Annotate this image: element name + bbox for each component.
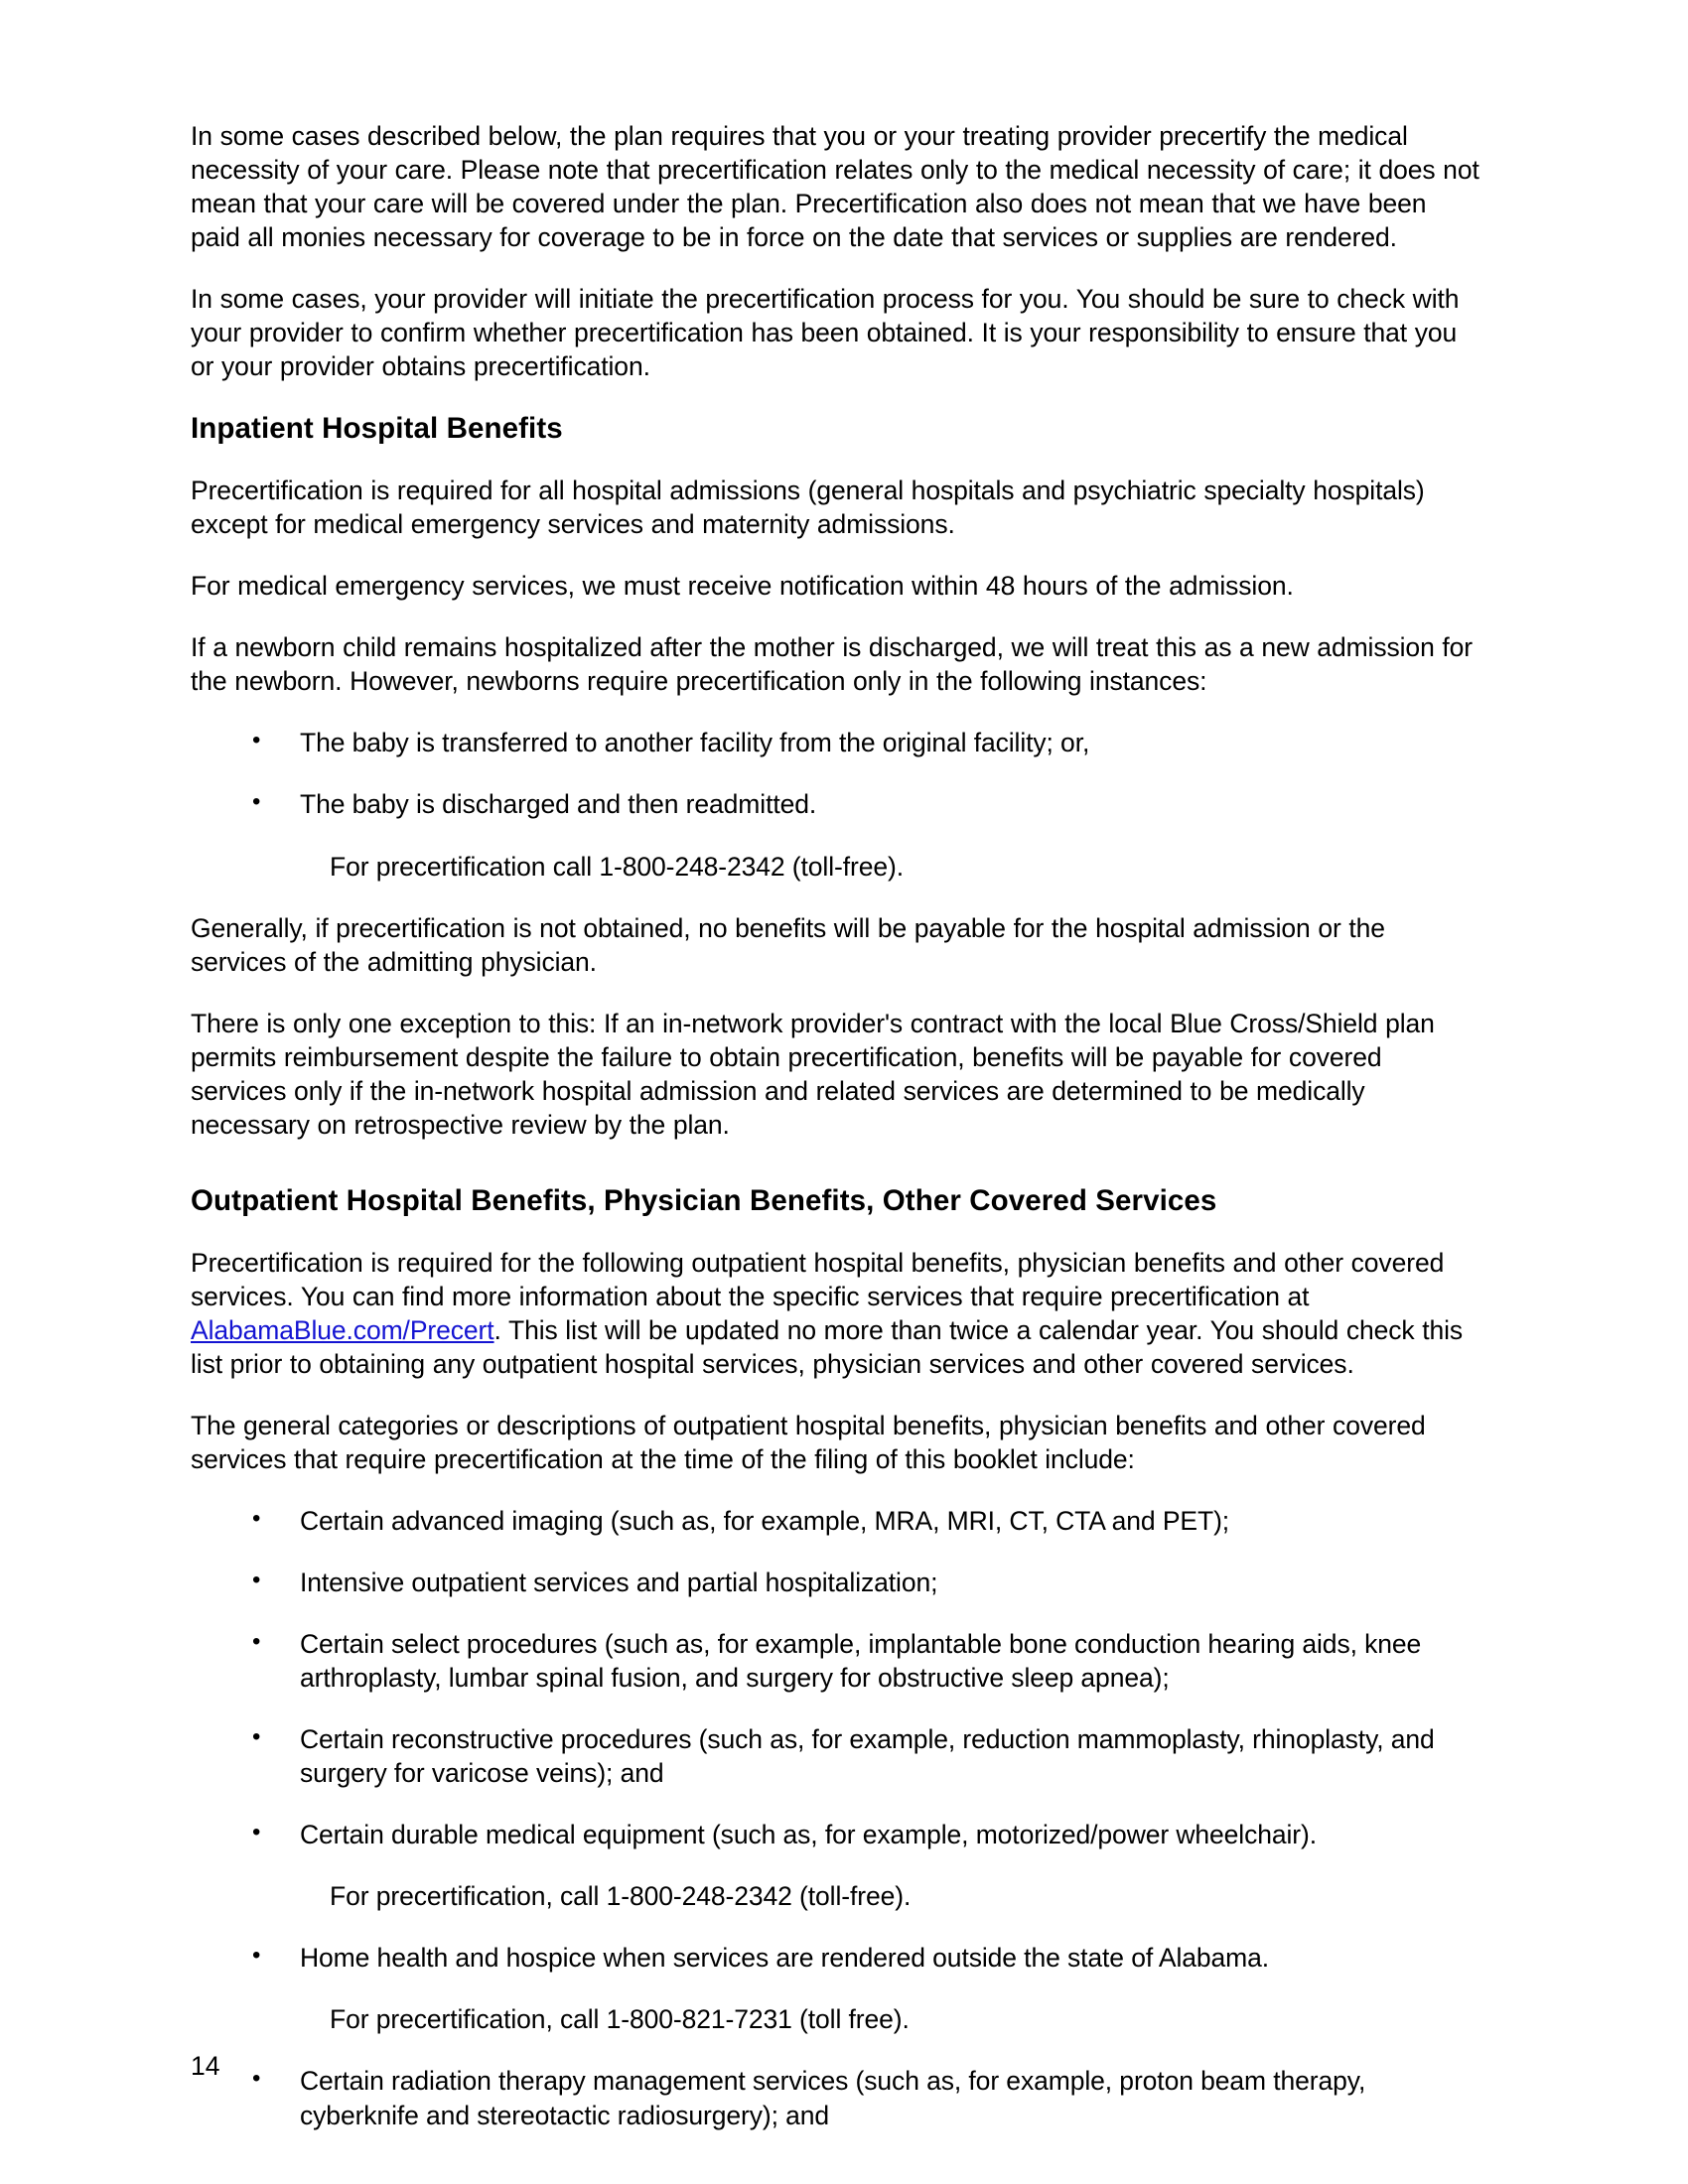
inpatient-paragraph-3: If a newborn child remains hospitalized after the mother is discharged, we will treat this as a new admission for the newborn. However, newborns require precertification only in the following instances: <box>191 632 1473 697</box>
list-item: • Certain radiation therapy management services (such as, for example, proton beam therapy, cyberknife and stereotactic radiosurgery); and <box>191 2064 1479 2131</box>
intro-paragraph-1: In some cases described below, the plan requires that you or your treating provider precertify the medical necessity of your care. Please note that precertification relates only to the medical necessity of care; it does not mean that your care will be covered under the plan. Precertification also does not mean that we have been paid all monies necessary for coverage to be in force on the date that services or supplies are rendered. <box>191 121 1479 253</box>
heading-inpatient-hospital-benefits: Inpatient Hospital Benefits <box>191 412 563 446</box>
newborn-precert-bullet-list <box>191 726 1479 821</box>
list-item: • Certain durable medical equipment (such as, for example, motorized/power wheelchair). <box>191 1818 1479 1851</box>
precert-phone-note-inpatient: For precertification call 1-800-248-2342 (toll-free). <box>330 851 904 882</box>
alabamablue-precert-link[interactable]: AlabamaBlue.com/Precert <box>191 1314 494 1345</box>
heading-outpatient-hospital-benefits: Outpatient Hospital Benefits, Physician Benefits, Other Covered Services <box>191 1183 1217 1217</box>
outpatient-bullet-list-primary <box>191 1504 1479 1851</box>
inpatient-paragraph-1: Precertification is required for all hospital admissions (general hospitals and psychiatric specialty hospitals) except for medical emergency services and maternity admissions. <box>191 476 1425 540</box>
list-item: • Intensive outpatient services and partial hospitalization; <box>191 1566 1479 1599</box>
page-number: 14 <box>191 2051 220 2081</box>
inpatient-paragraph-2: For medical emergency services, we must receive notification within 48 hours of the admission. <box>191 571 1294 602</box>
page-content <box>191 119 1479 2160</box>
list-item: • The baby is discharged and then readmitted. <box>191 787 1479 821</box>
outpatient-paragraph-text-before: Precertification is required for the following outpatient hospital benefits, physician benefits and other covered services. You can find more information about the specific services that require precertification at <box>191 1247 1445 1311</box>
inpatient-paragraph-5: There is only one exception to this: If an in-network provider's contract with the local Blue Cross/Shield plan permits reimbursement despite the failure to obtain precertification, benefits will be payable for covered services only if the in-network hospital admission and related services are determined to be medically necessary on retrospective review by the plan. <box>191 1008 1435 1140</box>
intro-paragraph-2: In some cases, your provider will initiate the precertification process for you. You should be sure to check with your provider to confirm whether precertification has been obtained. It is your responsibility to ensure that you or your provider obtains precertification. <box>191 284 1460 382</box>
precert-phone-note-home-health: For precertification, call 1-800-821-7231 (toll free). <box>330 2004 910 2035</box>
inpatient-paragraph-4: Generally, if precertification is not obtained, no benefits will be payable for the hospital admission or the services of the admitting physician. <box>191 912 1385 977</box>
list-item: • Certain reconstructive procedures (such as, for example, reduction mammoplasty, rhinoplasty, and surgery for varicose veins); and <box>191 1722 1479 1790</box>
list-item: • The baby is transferred to another facility from the original facility; or, <box>191 726 1479 759</box>
outpatient-paragraph-text-after: . This list will be updated no more than twice a calendar year. You should check this list prior to obtaining any outpatient hospital services, physician services and other covered services. <box>191 1314 1464 1379</box>
outpatient-paragraph-with-link <box>191 1246 1479 1381</box>
outpatient-bullet-list-radiation <box>191 2064 1479 2131</box>
outpatient-bullet-list-home-health <box>191 1941 1479 1975</box>
list-item: • Certain advanced imaging (such as, for example, MRA, MRI, CT, CTA and PET); <box>191 1504 1479 1538</box>
list-item: • Home health and hospice when services are rendered outside the state of Alabama. <box>191 1941 1479 1975</box>
list-item: • Certain select procedures (such as, for example, implantable bone conduction hearing aids, knee arthroplasty, lumbar spinal fusion, and surgery for obstructive sleep apnea); <box>191 1627 1479 1695</box>
precert-phone-note-outpatient: For precertification, call 1-800-248-2342 (toll-free). <box>330 1881 912 1912</box>
outpatient-lead-in-paragraph: The general categories or descriptions of outpatient hospital benefits, physician benefits and other covered services that require precertification at the time of the filing of this booklet include: <box>191 1410 1426 1474</box>
